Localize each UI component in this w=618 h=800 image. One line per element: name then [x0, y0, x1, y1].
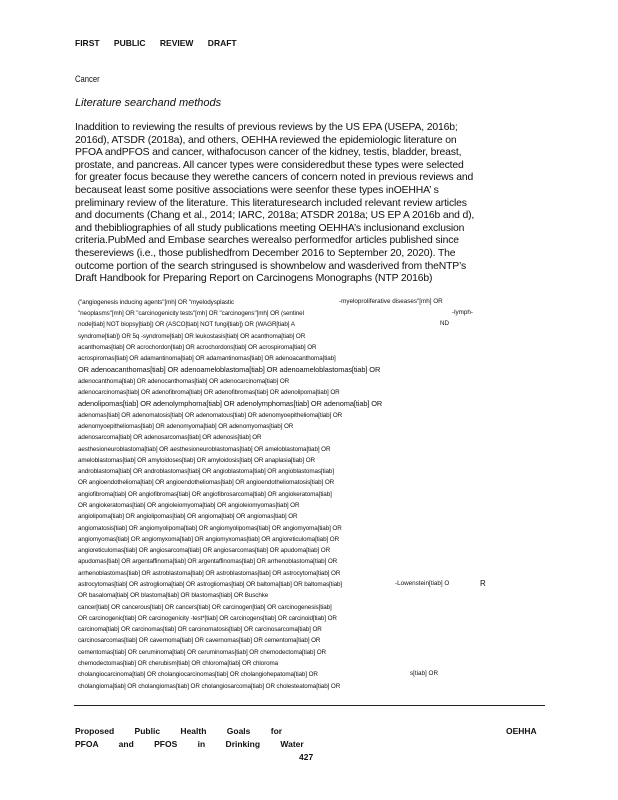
search-line: angiolipoma[tiab] OR angiolipomas[tiab] OR angioma[tiab] OR angiomas[tiab] OR — [78, 513, 298, 520]
search-line: angiofibroma[tiab] OR angiofibromas[tiab] OR angiofibrosarcoma[tiab] OR angiokeratoma[tiab] — [78, 491, 332, 498]
search-line: cancer[tiab] OR cancerous[tiab] OR cancers[tiab] OR carcinogen[tiab] OR carcinogenesis[tiab] — [78, 604, 332, 611]
draft-header: FIRST PUBLIC REVIEW DRAFT — [75, 38, 237, 48]
search-line: adenomyoepitheliomas[tiab] OR adenomyoma[tiab] OR adenomyomas[tiab] OR — [78, 423, 294, 430]
search-line: adenolipomas[tiab] OR adenolymphoma[tiab] OR adenolymphomas[tiab] OR adenoma[tiab] OR — [78, 399, 383, 408]
search-line: astrocytomas[tiab] OR astroglioma[tiab] OR astrogliomas[tiab] OR baltoma[tiab] OR baltomas[tiab] — [78, 581, 343, 588]
search-line: acrospiromas[tiab] OR adamantinoma[tiab] OR adamantinomas[tiab] OR adenoacanthoma[tiab] — [78, 355, 336, 362]
search-line: adenomas[tiab] OR adenomatosis[tiab] OR adenomatous[tiab] OR adenomyoepithelioma[tiab] OR — [78, 412, 343, 419]
search-line: arrhenoblastomas[tiab] OR astroblastoma[tiab] OR astroblastomas[tiab] OR astrocytoma[tiab] OR — [78, 570, 341, 577]
paragraph-line: criteria.PubMed and Embase searches werealso performedfor articles published since — [75, 235, 459, 247]
search-line: cementomas[tiab] OR ceruminoma[tiab] OR ceruminomas[tiab] OR chemodectoma[tiab] OR — [78, 649, 326, 656]
search-line: ameloblastomas[tiab] OR amyloidoses[tiab] OR amyloidosis[tiab] OR anaplasia[tiab] OR — [78, 457, 315, 464]
search-fragment: R — [480, 579, 486, 588]
search-line: acanthomas[tiab] OR acrochordon[tiab] OR acrochordons[tiab] OR acrospiroma[tiab] OR — [78, 344, 317, 351]
search-line: carcinoma[tiab] OR carcinomas[tiab] OR carcinomatosis[tiab] OR carcinosarcoma[tiab] OR — [78, 626, 322, 633]
paragraph-line: thesereviews (i.e., those publishedfrom December 2016 to September 20, 2020). The — [75, 247, 456, 259]
search-line: ("angiogenesis inducing agents"[mh] OR "myelodysplastic — [78, 299, 234, 306]
search-line: node[tiab] NOT biopsy[tiab]) OR (ASCO[tiab] NOT fungi[tiab]) OR (WAGR[tiab] A — [78, 321, 295, 328]
search-line: angiomyomas[tiab] OR angiomyxoma[tiab] OR angiomyxomas[tiab] OR angioreticuloma[tiab] OR — [78, 536, 340, 543]
search-line: "neoplasms"[mh] OR "carcinogenicity tests"[mh] OR "carcinogens"[mh] OR (sentinel — [78, 310, 304, 317]
search-line: OR angioendothelioma[tiab] OR angioendotheliomas[tiab] OR angioendotheliomatosis[tiab] OR — [78, 479, 335, 486]
footer-org: OEHHA — [506, 726, 537, 736]
paragraph-line: and documents (Chang et al., 2014; IARC, 2018a; ATSDR 2018a; US EP A 2016b and d), — [75, 210, 475, 222]
paragraph-line: 2016d), ATSDR (2018a), and others, OEHHA reviewed the epidemiologic literature on — [75, 134, 457, 146]
paragraph-line: and thebibliographies of all study publications meeting OEHHA’s inclusionand exclusion — [75, 222, 465, 234]
search-line: aesthesioneuroblastoma[tiab] OR aesthesioneuroblastomas[tiab] OR ameloblastoma[tiab] OR — [78, 446, 331, 453]
page-number: 427 — [299, 752, 314, 762]
search-fragment: -myeloproliferative diseases"[mh] OR — [339, 298, 443, 305]
search-line: OR adenoacanthomas[tiab] OR adenoameloblastoma[tiab] OR adenoameloblastomas[tiab] OR — [78, 365, 381, 374]
search-line: angiomatosis[tiab] OR angiomyolipoma[tiab] OR angiomyolipomas[tiab] OR angiomyoma[tiab] OR — [78, 525, 342, 532]
search-line: apudomas[tiab] OR argentaffinoma[tiab] OR argentaffinomas[tiab] OR arrhenoblastoma[tiab] OR — [78, 558, 338, 565]
search-line: cholangiocarcinoma[tiab] OR cholangiocarcinomas[tiab] OR cholangiohepatoma[tiab] OR — [78, 671, 318, 678]
search-fragment: ND — [440, 320, 450, 327]
search-line: syndrome[tiab]) OR 5q -syndrome[tiab] OR leukostasis[tiab] OR acanthoma[tiab] OR — [78, 333, 306, 340]
footer-title-line2: PFOA and PFOS in Drinking Water — [75, 739, 304, 749]
search-fragment: -Lowenstein[tiab] O — [395, 580, 450, 587]
search-line: carcinosarcomas[tiab] OR cavernoma[tiab] OR cavernomas[tiab] OR cementoma[tiab] OR — [78, 637, 321, 644]
paragraph-line: Inaddition to reviewing the results of previous reviews by the US EPA (USEPA, 2016b; — [75, 122, 458, 133]
section-label: Cancer — [75, 74, 100, 84]
search-line: angioreticulomas[tiab] OR angiosarcoma[tiab] OR angiosarcomas[tiab] OR apudoma[tiab] OR — [78, 547, 331, 554]
paragraph-line: Draft Handbook for Preparing Report on Carcinogens Monographs (NTP 2016b) — [75, 273, 433, 285]
paragraph-line: for greater focus because they werethe cancers of concern noted in previous reviews and — [75, 172, 474, 184]
paragraph-line: PFOA andPFOS and cancer, withafocuson cancer of the kidney, testis, bladder, breast, — [75, 147, 462, 159]
paragraph-line: prostate, and pancreas. All cancer types were consideredbut these types were selected — [75, 159, 464, 171]
search-line: androblastoma[tiab] OR androblastomas[tiab] OR angioblastoma[tiab] OR angioblastomas[tiab] — [78, 468, 334, 475]
search-line: OR basaloma[tiab] OR blastoma[tiab] OR blastomas[tiab] OR Buschke — [78, 592, 269, 599]
search-fragment: s[tiab] OR — [410, 670, 438, 677]
paragraph-line: preliminary review of the literature. This literaturesearch included relevant review articles — [75, 197, 467, 209]
footer-title-line1: Proposed Public Health Goals for — [75, 726, 283, 736]
paragraph-line: becauseat least some positive associations were seenfor these types inOEHHA’ s — [75, 184, 439, 196]
footer-divider — [74, 705, 545, 706]
search-fragment: -lymph- — [452, 309, 473, 316]
subheading: Literature searchand methods — [75, 97, 222, 109]
search-line: adenosarcoma[tiab] OR adenosarcomas[tiab] OR adenosis[tiab] OR — [78, 434, 262, 441]
search-line: adenocanthoma[tiab] OR adenocanthomas[tiab] OR adenocarcinoma[tiab] OR — [78, 378, 290, 385]
paragraph-line: outcome portion of the search stringused is shownbelow and wasderived from theNTP’s — [75, 260, 467, 272]
search-line: OR angiokeratomas[tiab] OR angioleiomyoma[tiab] OR angioleiomyomas[tiab] OR — [78, 502, 300, 509]
search-line: chemodectomas[tiab] OR cherubism[tiab] OR chloroma[tiab] OR chloroma — [78, 660, 279, 667]
body-paragraph — [75, 122, 535, 286]
search-line: adenocarcinomas[tiab] OR adenofibroma[tiab] OR adenofibromas[tiab] OR adenolipoma[tiab] OR — [78, 389, 340, 396]
search-line: cholangioma[tiab] OR cholangiomas[tiab] OR cholangiosarcoma[tiab] OR cholesteatoma[tiab] OR — [78, 683, 341, 690]
search-line: OR carcinogenic[tiab] OR carcinogenicity -test*[tiab] OR carcinogens[tiab] OR carcinoid[tiab] OR — [78, 615, 337, 622]
